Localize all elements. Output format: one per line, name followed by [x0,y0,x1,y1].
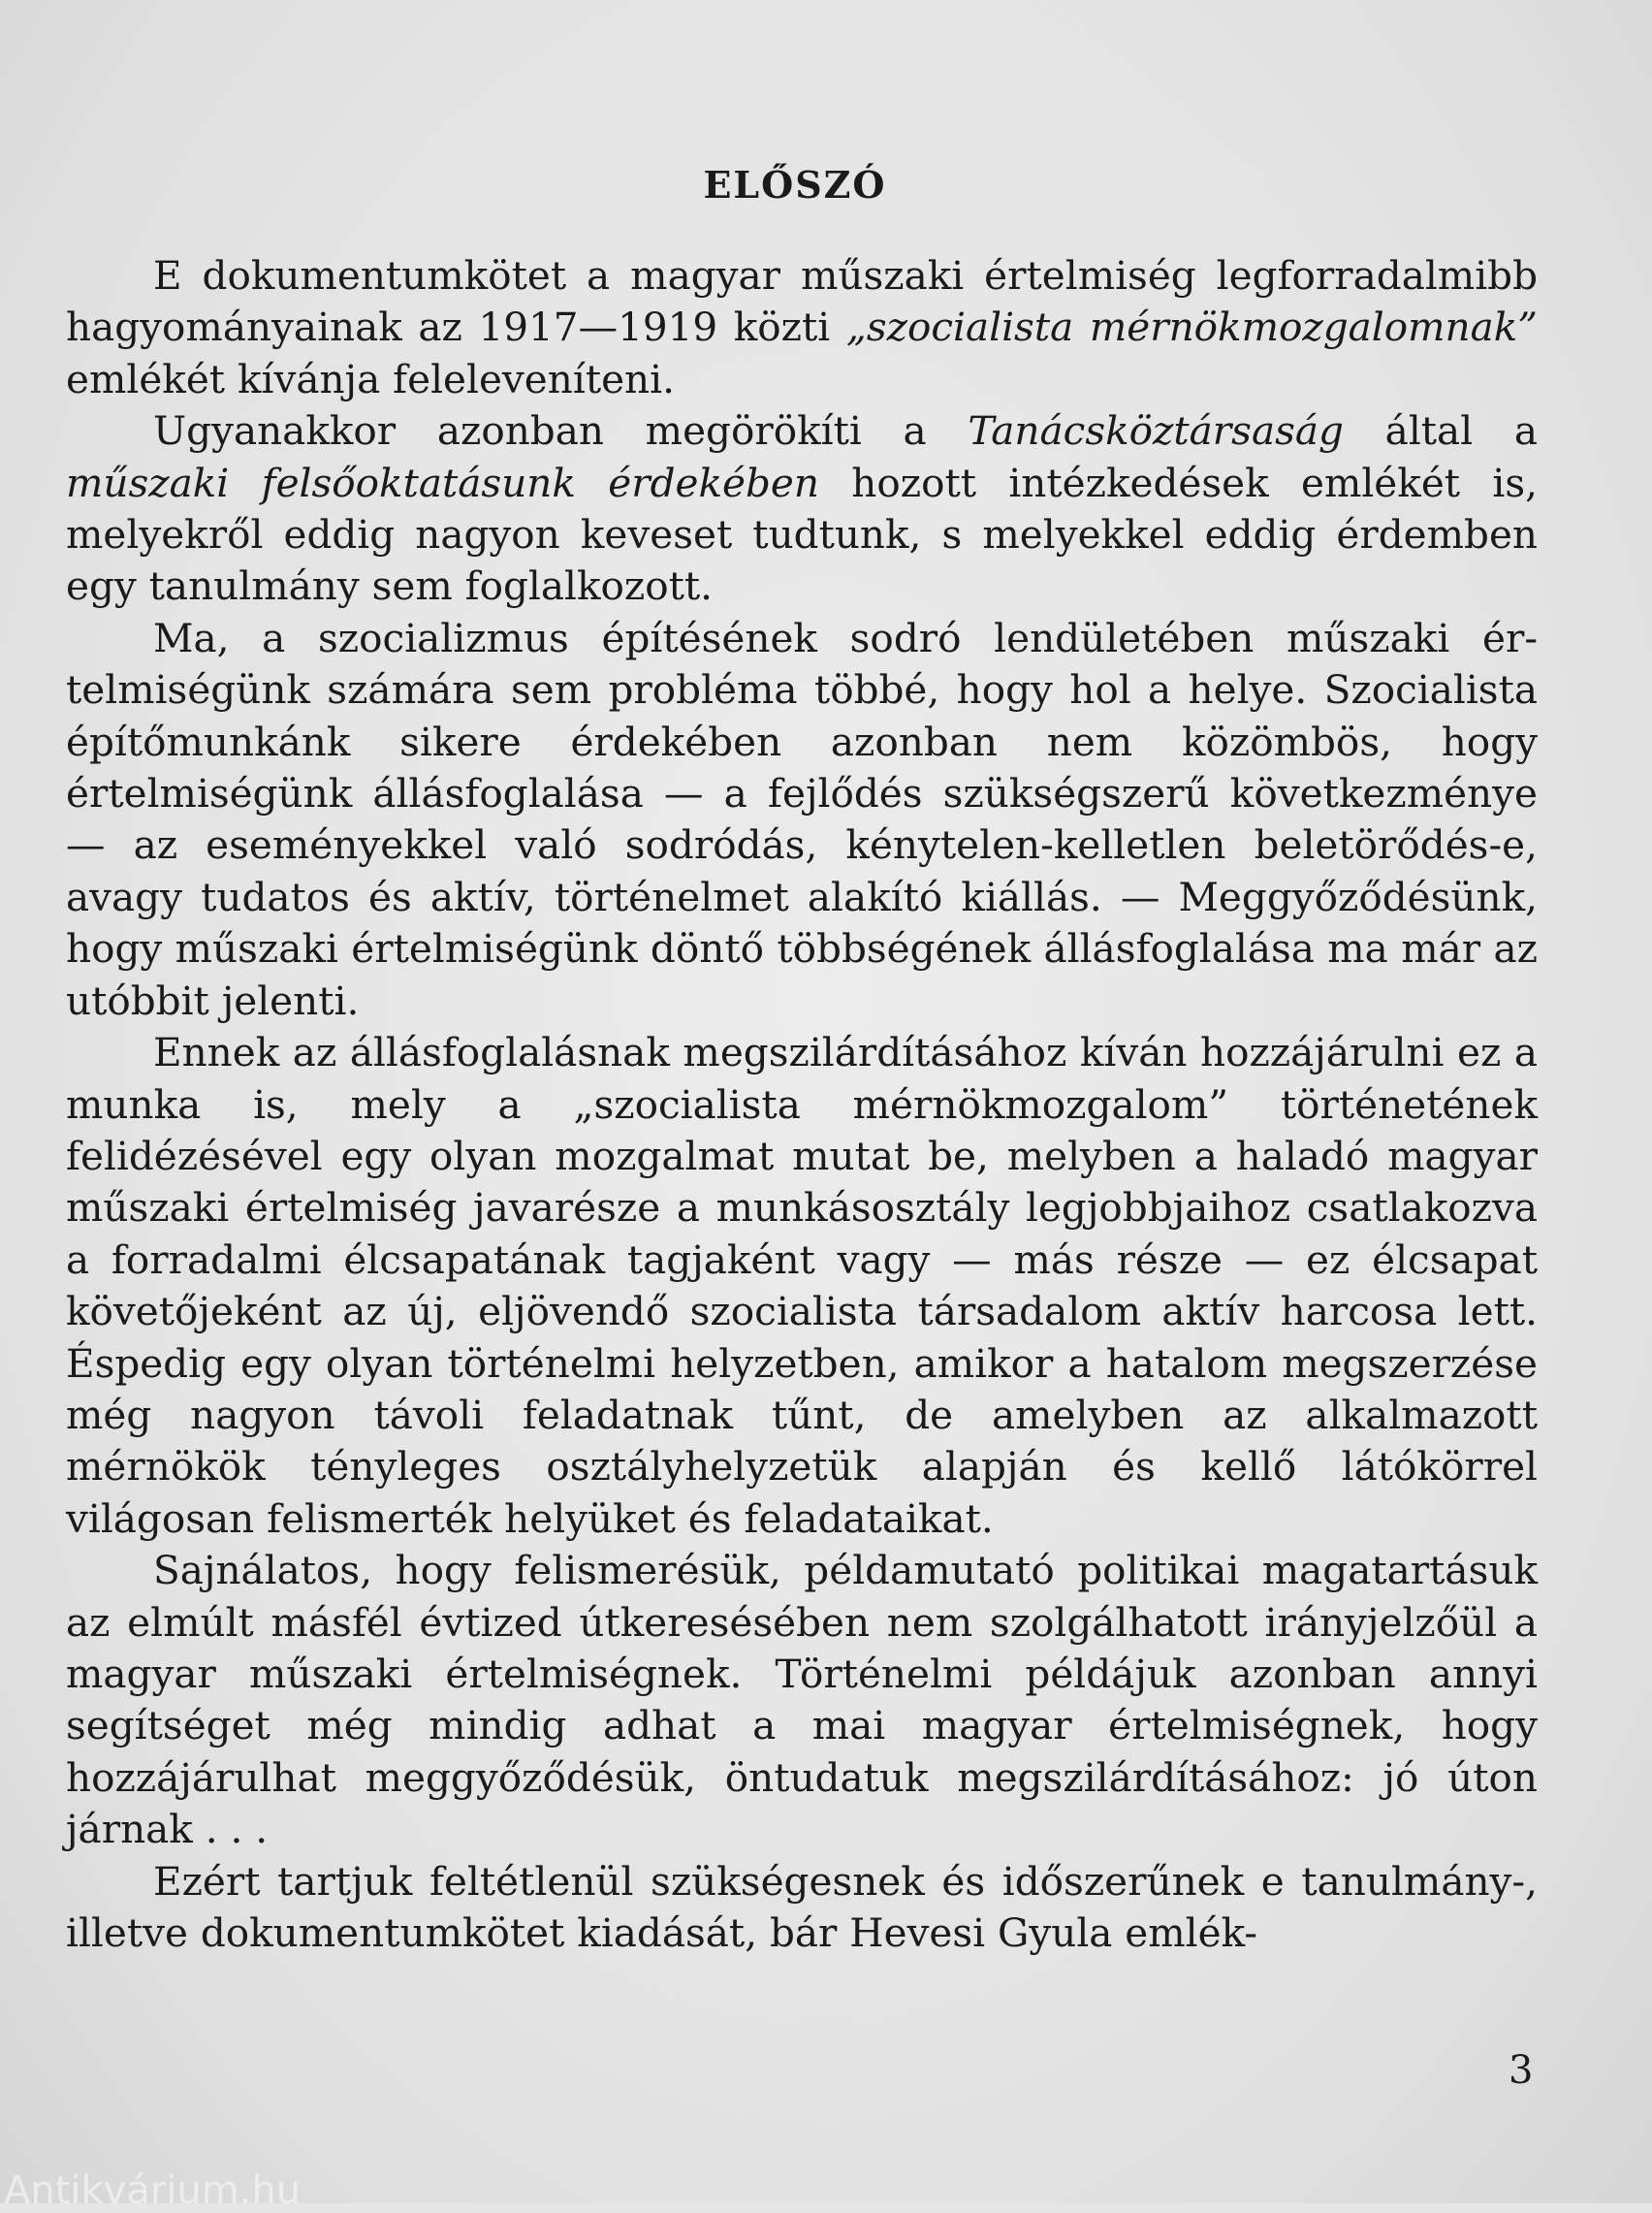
paragraph-text: emlékét kívánja feleleveníteni. [66,355,675,402]
emphasis-text: „szocialista mérnökmozgalomnak” [845,304,1538,351]
paragraph-4: Ennek az állásfoglalásnak megszilárdításához kíván hozzájárulni ez a munka is, mely a „szocialista mérnökmozgalom” történetének felidézésével egy olyan mozgalmat mutat be, melyben a haladó magyar műszaki értelmiség javarésze a munkásosztály legjobbjaihoz csatlakozva a forradalmi élcsapatának tagjaként vagy — más része — ez élcsapat követőjeként az új, eljövendő szocialista társadalom aktív harcosa lett. Éspedig egy olyan történelmi helyzetben, amikor a hatalom megszerzése még nagyon távoli feladatnak tűnt, de amelyben az alkalmazott mérnökök tényleges osztályhelyzetük alapján és kellő látókörrel világosan felismerték helyüket és feladataikat. [66,1029,1538,1542]
paragraph-text: E dokumentumkötet a magyar műszaki értelmiség legforradalmibb hagyományainak az 1917—1919 közti [66,252,1538,351]
paragraph-text: által a [1343,407,1539,455]
paragraph-3: Ma, a szocializmus építésének sodró lendületében műszaki értelmiségünk számára sem probléma többé, hogy hol a helye. Szocialista építőmunkánk sikere érdekében azonban nem közömbös, hogy értelmiségünk állásfoglalása — a fejlődés szükségszerű következménye — az eseményekkel való sodródás, kénytelen-kelletlen beletörődés-e, avagy tudatos és aktív, történelmet alakító kiállás. — Meggyőződésünk, hogy műszaki értelmiségünk döntő többségének állásfoglalása ma már az utóbbit jelenti. [66,614,1538,1024]
page-title: ELŐSZÓ [703,163,887,207]
paragraph-5: Sajnálatos, hogy felismerésük, példamutató politikai magatartásuk az elmúlt másfél évtized útkeresésében nem szolgálhatott irányjelzőül a magyar műszaki értelmiségnek. Történelmi példájuk azonban annyi segítséget még mindig adhat a mai magyar értelmiségnek, hogy hozzájárulhat meggyőződésük, öntudatuk megszilárdításához: jó úton járnak . . . [66,1547,1538,1853]
emphasis-text: Tanácsköztársaság [968,407,1344,455]
emphasis-text: műszaki felsőoktatásunk érdekében [66,459,819,506]
watermark: Antikvárium.hu [4,2168,302,2213]
paragraph-1 [66,250,1538,405]
page-number: 3 [1509,2048,1534,2093]
paragraph-text: Ugyanakkor azonban megörökíti a [153,407,969,455]
paragraph-2 [66,405,1538,613]
paragraph-text: hozott intézkedések emlékét is, melyekről eddig nagyon keveset tudtunk, s melyekkel eddig érdemben egy tanulmány sem foglalkozott. [66,459,1538,610]
body-text [66,250,1538,1959]
paragraph-6: Ezért tartjuk feltétlenül szükségesnek és időszerűnek e tanulmány-, illetve dokumentumkötet kiadását, bár Hevesi Gyula emlék- [66,1857,1538,1956]
